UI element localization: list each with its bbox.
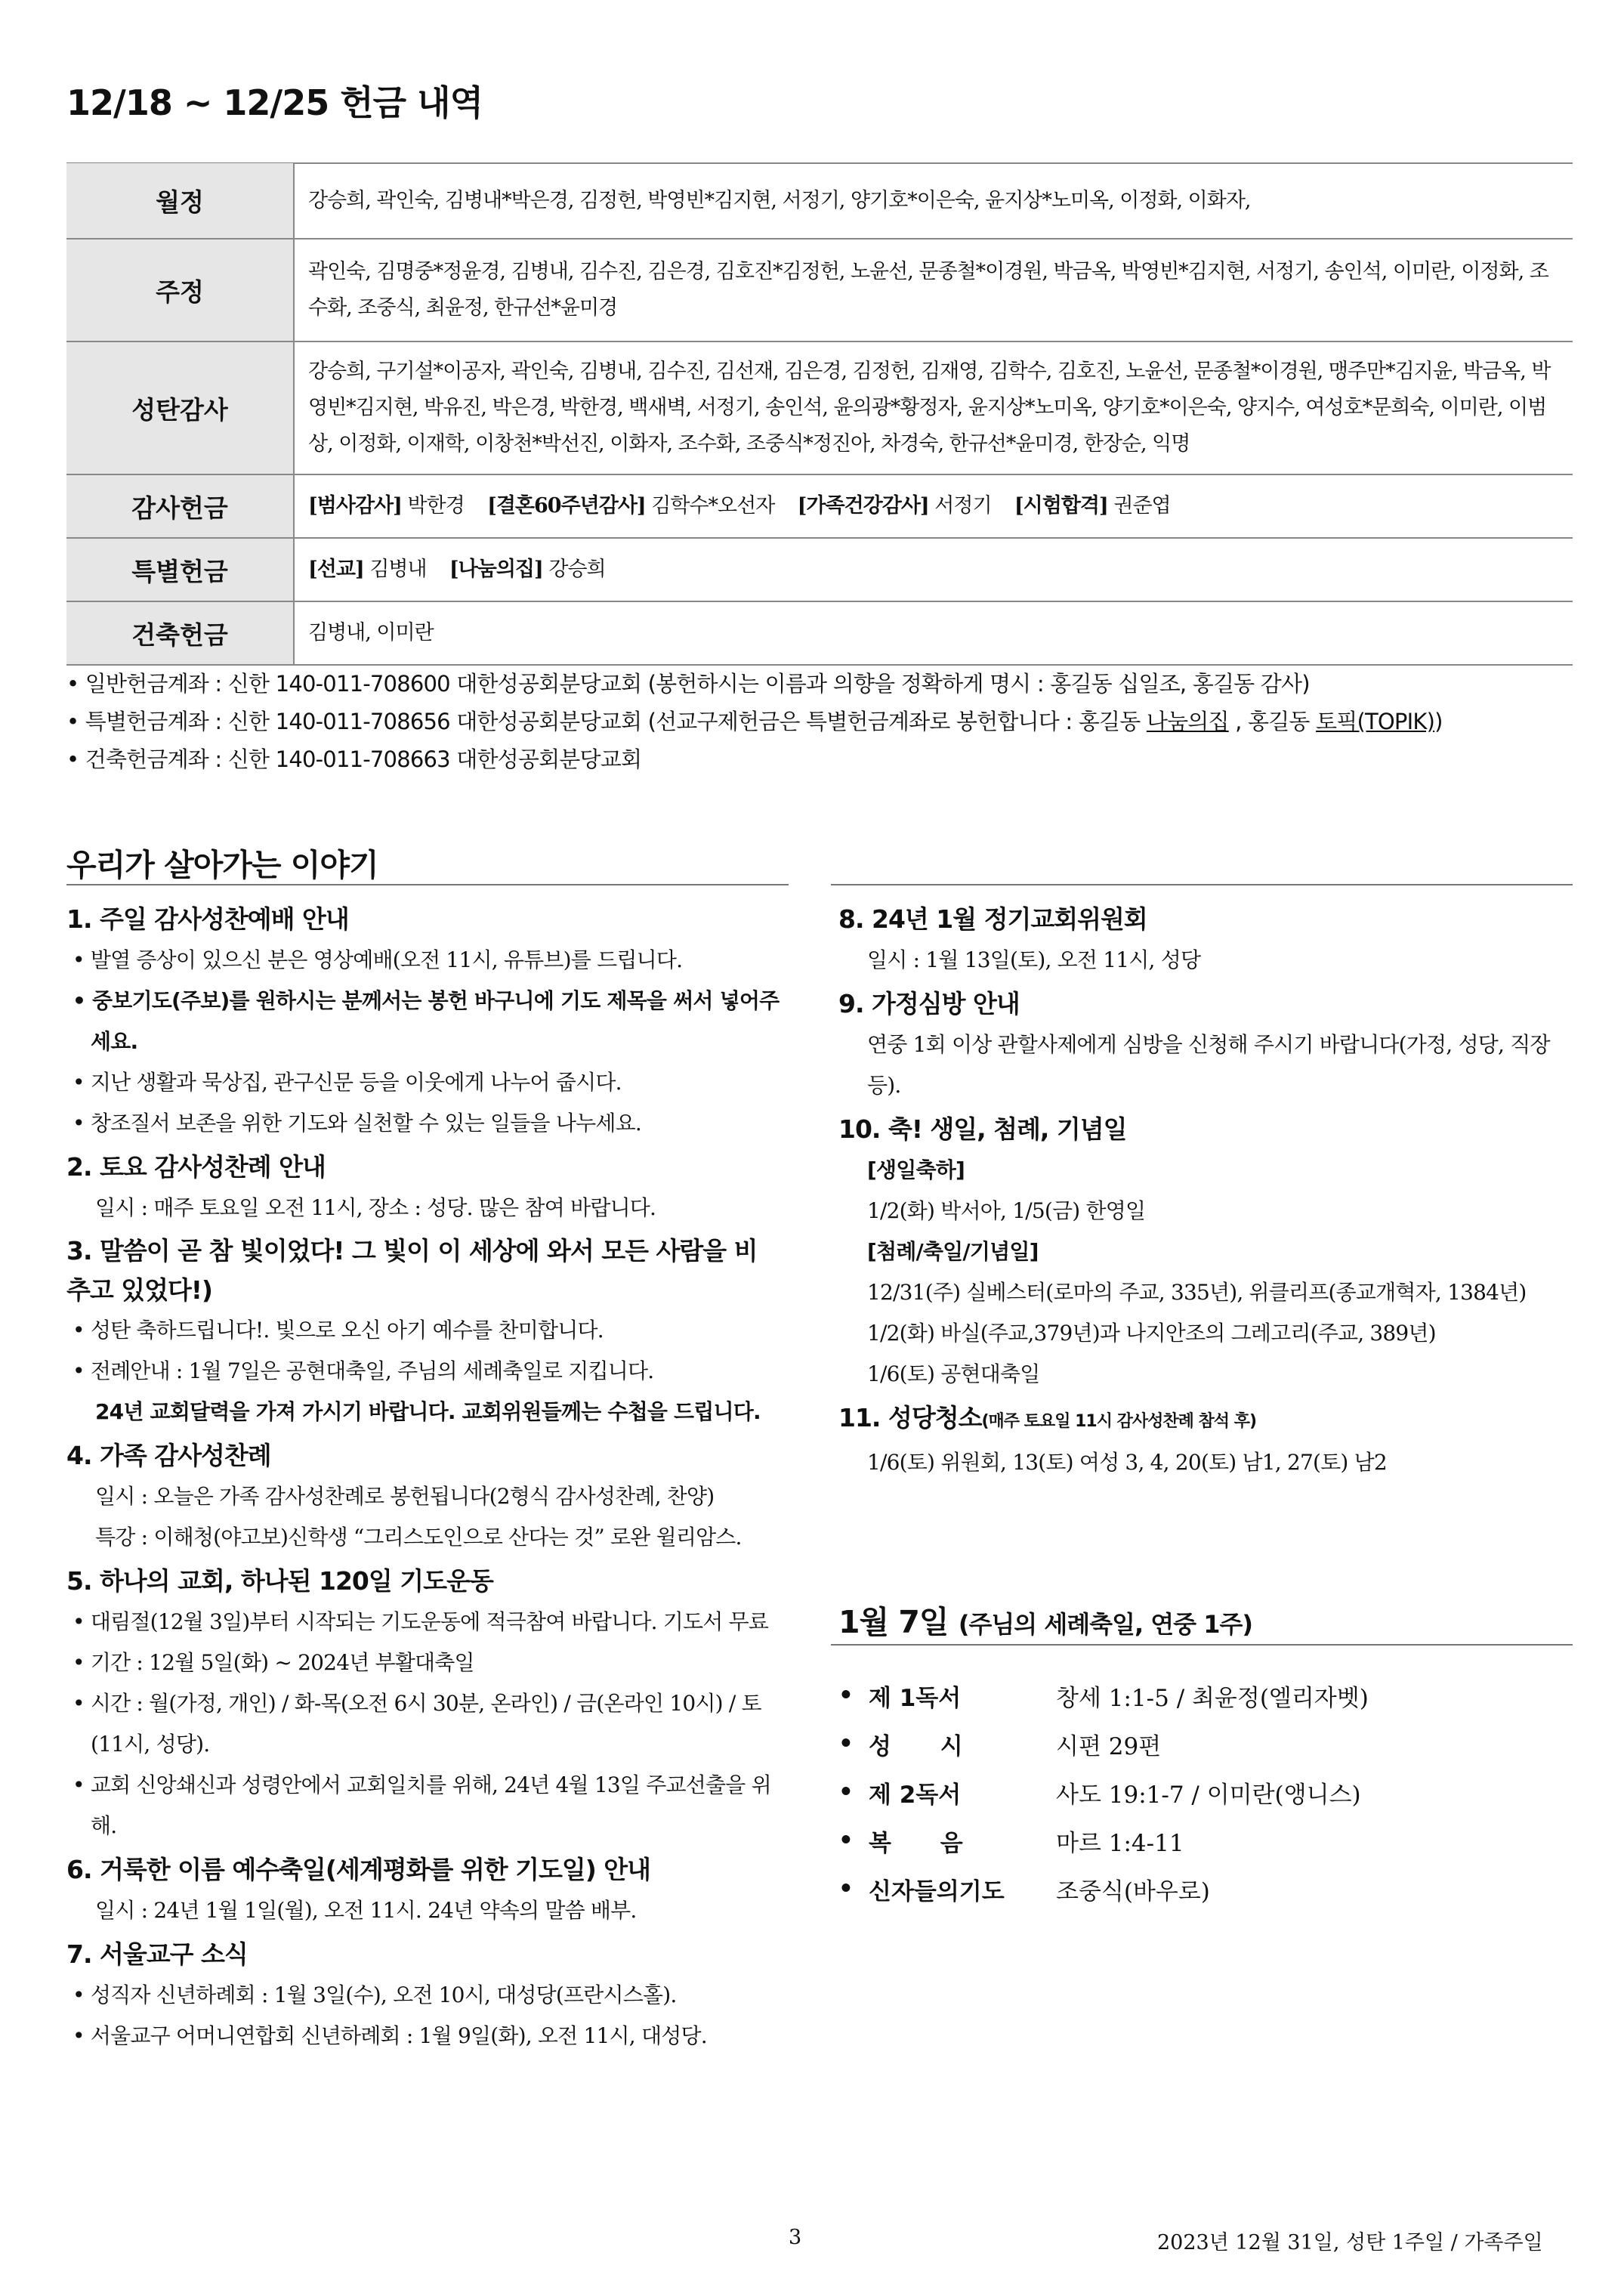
bullet-icon: • [838,1827,854,1854]
list-item: • 성직자 신년하례회 : 1월 3일(수), 오전 10시, 대성당(프란시스홀). [66,1975,792,2016]
thanks-tag-2: [결혼60주년감사] [487,494,646,518]
paragraph: 12/31(주) 실베스터(로마의 주교, 335년), 위클리프(종교개혁자, 1384년) [867,1280,1527,1305]
section-2-title: 2. 토요 감사성찬례 안내 [66,1152,326,1182]
offering-title: 12/18 ~ 12/25 헌금 내역 [66,82,483,123]
list-item: • 성탄 축하드립니다!. 빛으로 오신 아기 예수를 찬미합니다. [66,1310,792,1351]
thanks-name-3: 서정기 [934,494,992,518]
row-value-monthly: 강승희, 곽인숙, 김병내*박은경, 김정헌, 박영빈*김지현, 서정기, 양기호*이은숙, 윤지상*노미옥, 이정화, 이화자, [294,163,1573,239]
section-6-title: 6. 거룩한 이름 예수축일(세계평화를 위한 기도일) 안내 [66,1855,651,1884]
row-value-building: 김병내, 이미란 [294,601,1573,665]
bullet-icon: • [838,1730,854,1757]
list-item: • 중보기도(주보)를 원하시는 분께서는 봉헌 바구니에 기도 제목을 써서 넣어주세요. [66,981,792,1062]
bullet-icon: • [838,1682,854,1709]
account-special-underline-2: 토픽(TOPIK) [1316,709,1435,734]
page-number: 3 [789,2226,802,2249]
special-tag-2: [나눔의집] [449,558,543,581]
thanks-name-2: 김학수*오선자 [651,494,775,518]
reading-value: 창세 1:1-5 / 최윤정(엘리자벳) [1056,1684,1369,1712]
reading-row [838,1816,1369,1865]
paragraph: 1/2(화) 바실(주교,379년)과 나지안조의 그레고리(주교, 389년) [867,1321,1436,1346]
news-title-rule [66,884,789,885]
section-9-title: 9. 가정심방 안내 [838,989,1020,1018]
table-row [66,538,1573,601]
reading-row [838,1671,1369,1720]
section-11-title [838,1398,1571,1442]
news-title: 우리가 살아가는 이야기 [66,847,378,883]
row-value-thanks [294,474,1573,538]
section-4-title: 4. 가족 감사성찬례 [66,1441,271,1470]
account-general: • 일반헌금계좌 : 신한 140-011-708600 대한성공회분당교회 (봉헌하시는 이름과 의향을 정확하게 명시 : 홍길동 십일조, 홍길동 감사) [66,665,1443,703]
bullet-icon: • [838,1778,854,1806]
thanks-tag-4: [시험합격] [1014,494,1108,518]
list-item: • 전례안내 : 1월 7일은 공현대축일, 주님의 세례축일로 지킵니다. [66,1351,792,1392]
section-7-title: 7. 서울교구 소식 [66,1939,248,1969]
table-row [66,474,1573,538]
section-3-title: 3. 말씀이 곧 참 빛이었다! 그 빛이 이 세상에 와서 모든 사람을 비추고 있었다!) [66,1236,758,1305]
table-row [66,341,1573,474]
paragraph: 24년 교회달력을 가져 가시기 바랍니다. 교회위원들께는 수첩을 드립니다. [95,1399,761,1424]
reading-label: 제 2독서 [869,1781,962,1809]
special-tag-1: [선교] [308,558,364,581]
paragraph: 특강 : 이해청(야고보)신학생 “그리스도인으로 산다는 것” 로완 윌리암스. [95,1525,742,1550]
row-value-christmas: 강승희, 구기설*이공자, 곽인숙, 김병내, 김수진, 김선재, 김은경, 김정헌, 김재영, 김학수, 김호진, 노윤선, 문종철*이경원, 맹주만*김지윤, 박금옥, 박영빈*김지현, 박유진, 박은경, 박한경, 백새벽, 서정기, 송인석, 윤의광*황정자, 윤지상*노미옥, 양기호*이은숙, 양지수, 여성호*문희숙, 이미란, 이범상, 이정화, 이재학, 이창천*박선진, 이화자, 조수화, 조중식*정진아, 차경숙, 한규선*윤미경, 한장순, 익명 [294,341,1573,474]
reading-label: 제 1독서 [869,1684,962,1712]
subheading: [생일축하] [867,1157,965,1182]
row-label-building: 건축헌금 [66,601,294,665]
list-item: • 지난 생활과 묵상집, 관구신문 등을 이웃에게 나누어 줍시다. [66,1062,792,1103]
subheading: [첨례/축일/기념일] [867,1239,1039,1264]
account-special-end: ) [1434,709,1443,734]
account-special-text: 특별헌금계좌 : 신한 140-011-708656 대한성공회분당교회 (선교구제헌금은 특별헌금계좌로 봉헌합니다 : 홍길동 [85,709,1147,734]
paragraph: 일시 : 매주 토요일 오전 11시, 장소 : 성당. 많은 참여 바랍니다. [95,1195,656,1220]
special-name-2: 강승희 [548,558,606,581]
row-value-weekly: 곽인숙, 김명중*정윤경, 김병내, 김수진, 김은경, 김호진*김정헌, 노윤선, 문종철*이경원, 박금옥, 박영빈*김지현, 서정기, 송인석, 이미란, 이정화, 조수화, 조중식, 최윤정, 한규선*윤미경 [294,239,1573,341]
table-row [66,163,1573,239]
list-item: • 창조질서 보존을 위한 기도와 실천할 수 있는 일들을 나누세요. [66,1103,792,1144]
paragraph: 일시 : 1월 13일(토), 오전 11시, 성당 [867,947,1201,972]
row-label-christmas: 성탄감사 [66,341,294,474]
reading-label: 복 음 [869,1829,963,1857]
readings-list [838,1671,1369,1913]
next-sunday-heading [838,1597,1252,1642]
thanks-name-4: 권준엽 [1113,494,1171,518]
special-name-1: 김병내 [369,558,427,581]
reading-value: 사도 19:1-7 / 이미란(앵니스) [1056,1781,1361,1809]
table-row [66,239,1573,341]
section-11-title-main: 11. 성당청소 [838,1403,982,1432]
next-sunday-subtitle: (주님의 세례축일, 연중 1주) [958,1610,1253,1639]
thanks-tag-3: [가족건강감사] [797,494,929,518]
account-special-underline-1: 나눔의집 [1146,709,1229,734]
account-special [66,703,1443,740]
bullet-icon: • [838,1875,854,1902]
account-list [66,665,1443,778]
section-8-title: 8. 24년 1월 정기교회위원회 [838,904,1147,934]
reading-label: 신자들의기도 [869,1877,1005,1905]
reading-row [838,1768,1369,1816]
list-item: • 기간 : 12월 5일(화) ~ 2024년 부활대축일 [66,1642,792,1683]
reading-row [838,1720,1369,1768]
footer-date: 2023년 12월 31일, 성탄 1주일 / 가족주일 [1157,2231,1543,2254]
row-value-special [294,538,1573,601]
paragraph: 일시 : 오늘은 가족 감사성찬례로 봉헌됩니다(2형식 감사성찬례, 찬양) [95,1484,715,1509]
paragraph: 1/2(화) 박서아, 1/5(금) 한영일 [867,1198,1146,1223]
paragraph: 1/6(토) 위원회, 13(토) 여성 3, 4, 20(토) 남1, 27(토) 남2 [867,1450,1387,1475]
next-sunday-rule [831,1644,1573,1646]
section-11-title-note: (매주 토요일 11시 감사성찬례 참석 후) [981,1412,1257,1431]
offering-table [66,163,1573,666]
list-item: • 서울교구 어머니연합회 신년하례회 : 1월 9일(화), 오전 11시, 대성당. [66,2016,792,2057]
paragraph: 연중 1회 이상 관할사제에게 심방을 신청해 주시기 바랍니다(가정, 성당, 직장 등). [867,1032,1550,1098]
section-1-title: 1. 주일 감사성찬예배 안내 [66,904,349,934]
news-right-column [838,896,1571,1483]
list-item: • 발열 증상이 있으신 분은 영상예배(오전 11시, 유튜브)를 드립니다. [66,940,792,981]
paragraph: 1/6(토) 공현대축일 [867,1361,1040,1386]
news-right-rule [831,884,1573,885]
reading-value: 마르 1:4-11 [1056,1829,1184,1857]
list-item: • 시간 : 월(가정, 개인) / 화-목(오전 6시 30분, 온라인) / 금(온라인 10시) / 토(11시, 성당). [66,1683,792,1765]
row-label-special: 특별헌금 [66,538,294,601]
news-left-column [66,896,792,2057]
table-row [66,601,1573,665]
row-label-weekly: 주정 [66,239,294,341]
row-label-monthly: 월정 [66,163,294,239]
reading-value: 시편 29편 [1056,1732,1162,1760]
paragraph: 일시 : 24년 1월 1일(월), 오전 11시. 24년 약속의 말씀 배부. [95,1898,637,1923]
thanks-name-1: 박한경 [407,494,465,518]
section-10-title: 10. 축! 생일, 첨례, 기념일 [838,1114,1127,1144]
reading-row [838,1865,1369,1913]
account-building: • 건축헌금계좌 : 신한 140-011-708663 대한성공회분당교회 [66,740,1443,778]
reading-value: 조중식(바우로) [1056,1877,1210,1905]
next-sunday-date: 1월 7일 [838,1604,949,1640]
reading-label: 성 시 [869,1732,963,1760]
list-item: • 대림절(12월 3일)부터 시작되는 기도운동에 적극참여 바랍니다. 기도서 무료 [66,1602,792,1642]
row-label-thanks: 감사헌금 [66,474,294,538]
section-5-title: 5. 하나의 교회, 하나된 120일 기도운동 [66,1566,493,1596]
thanks-tag-1: [범사감사] [308,494,402,518]
account-special-mid: , 홍길동 [1228,709,1317,734]
list-item: • 교회 신앙쇄신과 성령안에서 교회일치를 위해, 24년 4월 13일 주교선출을 위해. [66,1765,792,1846]
